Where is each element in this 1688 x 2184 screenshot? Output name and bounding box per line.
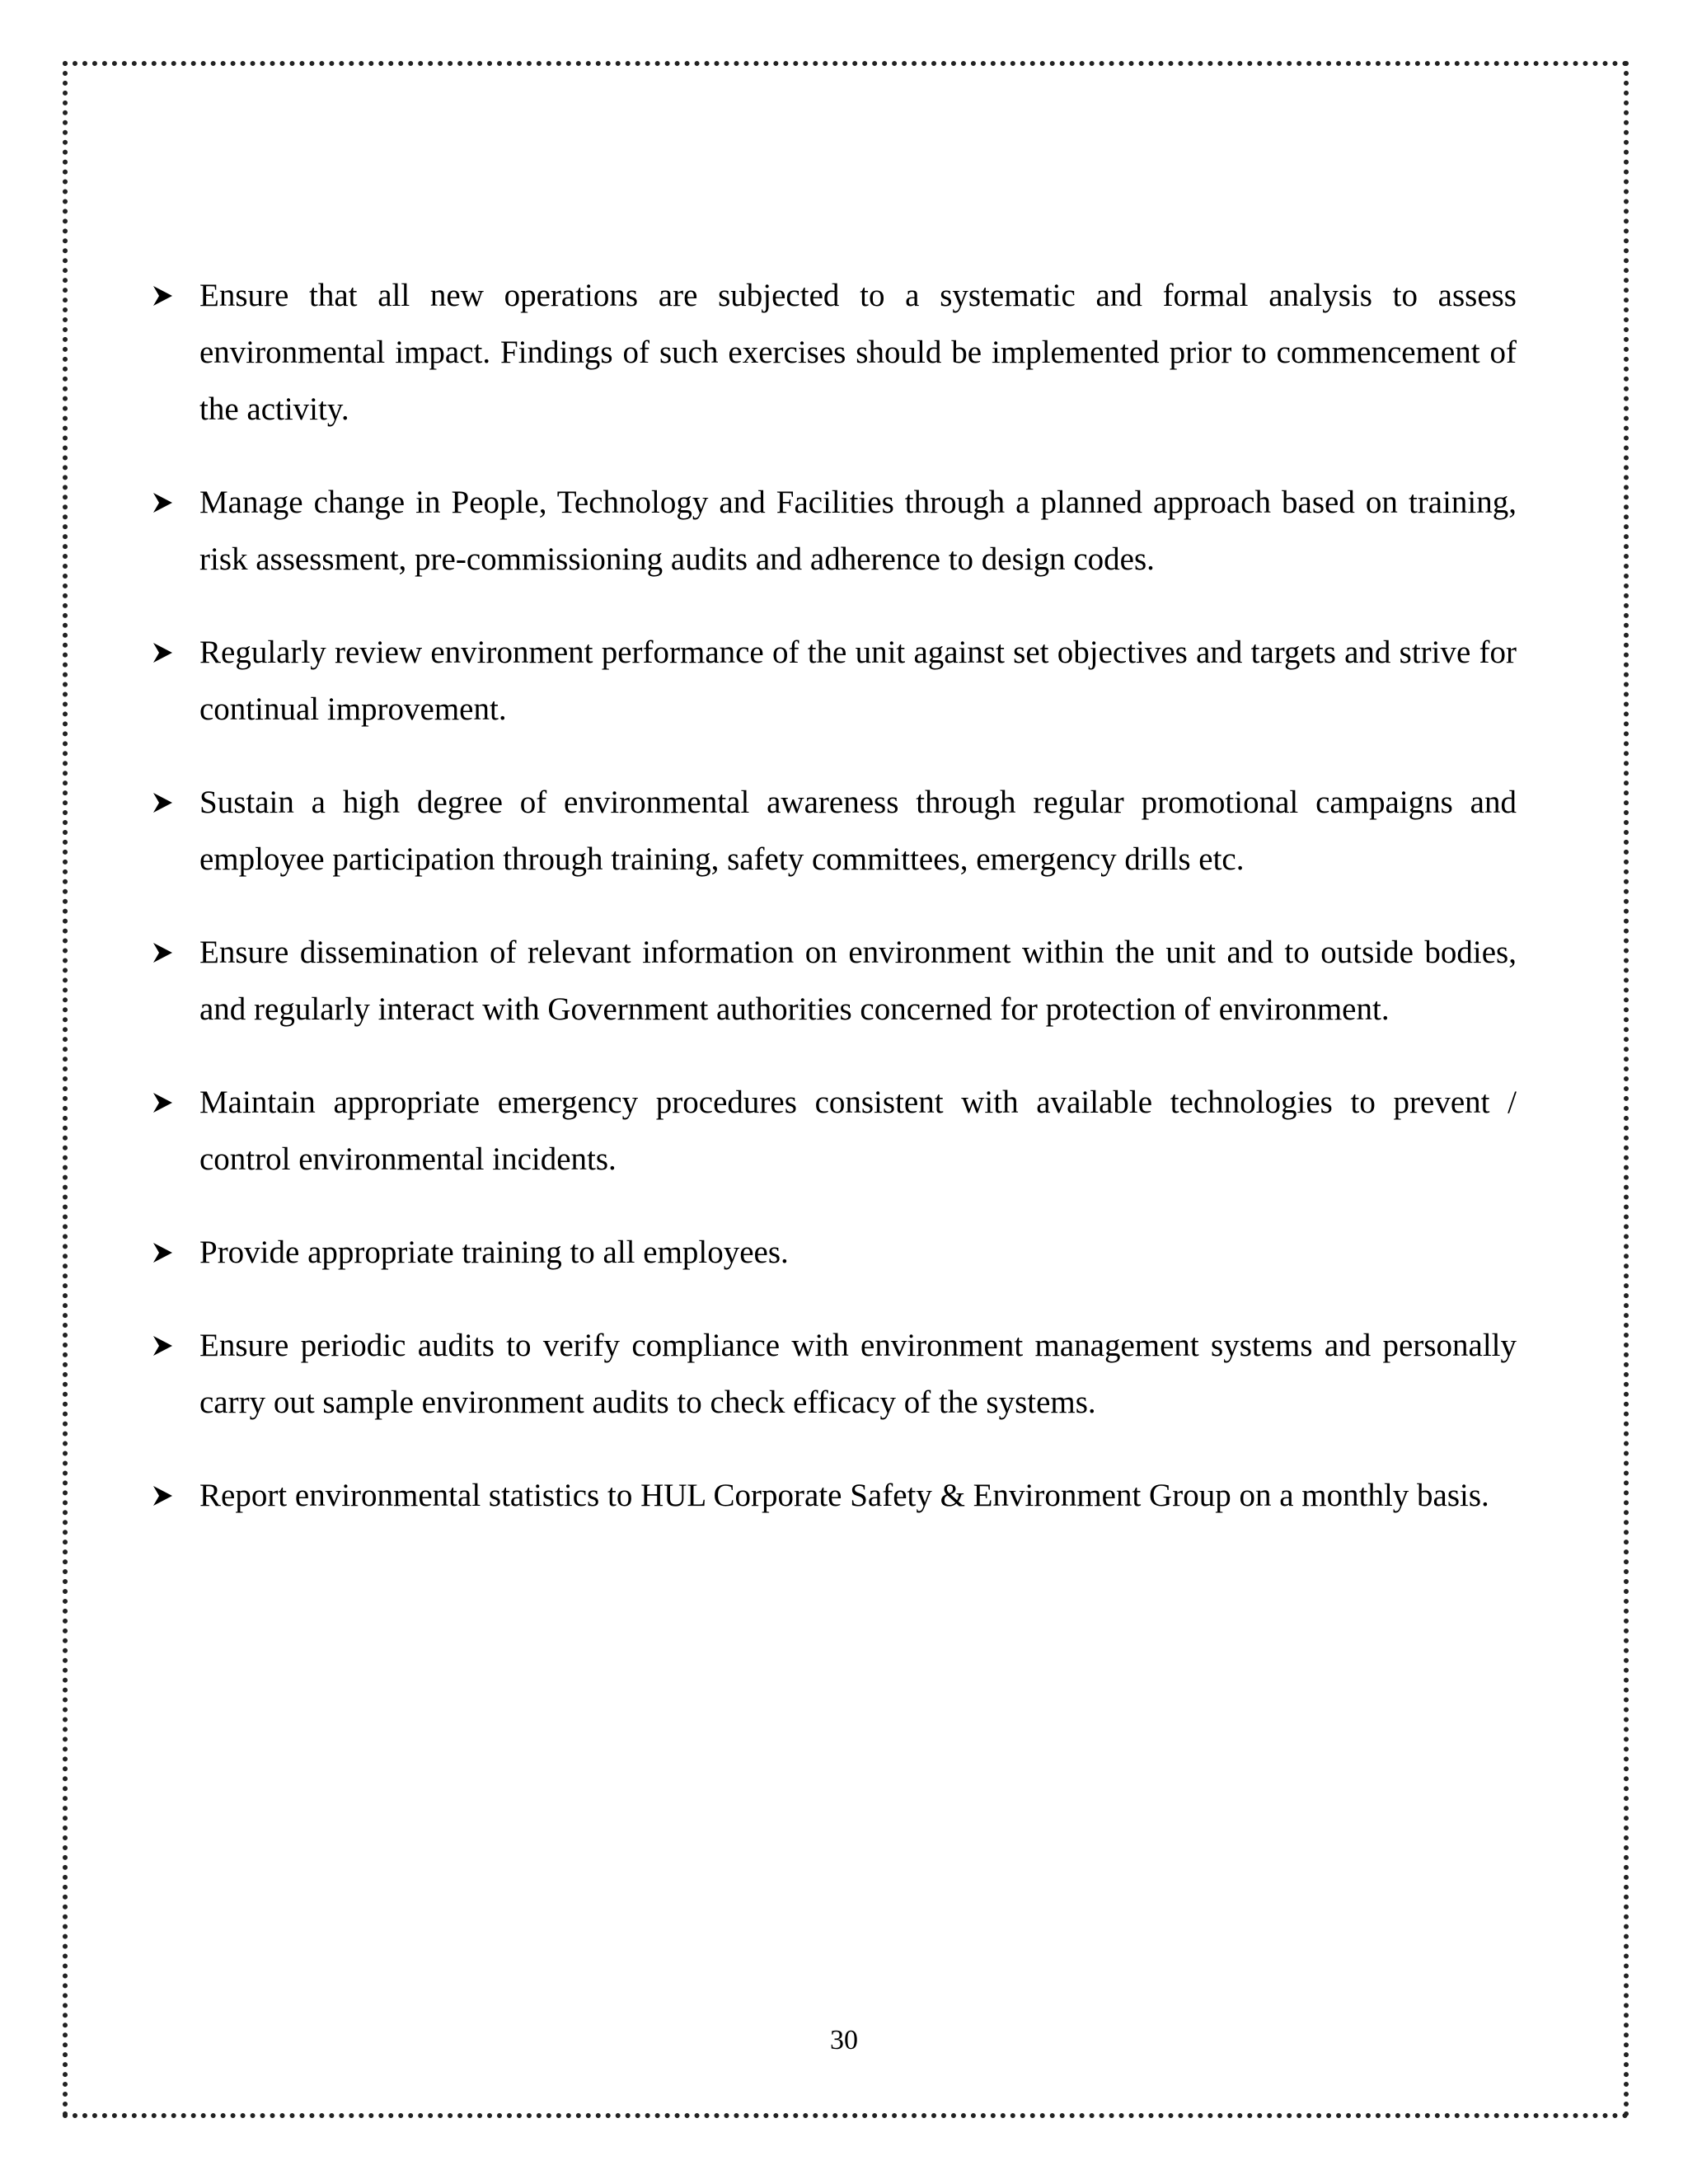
arrowhead-bullet-icon (152, 1074, 176, 1131)
list-item-text: Ensure that all new operations are subjected to a systematic and formal analysis to assess environmental impact. Findings of such exercises should be implemented prior to commencement of the activity. (199, 278, 1517, 427)
page-number: 30 (830, 2025, 858, 2055)
list-item (152, 1467, 1517, 1524)
arrowhead-bullet-icon (152, 1317, 176, 1374)
bullet-list (152, 267, 1517, 1560)
arrowhead-bullet-icon (152, 774, 176, 831)
list-item (152, 924, 1517, 1038)
list-item-text: Ensure periodic audits to verify compliance with environment management systems and personally carry out sample environment audits to check efficacy of the systems. (199, 1328, 1517, 1420)
list-item (152, 1317, 1517, 1431)
arrowhead-bullet-icon (152, 1467, 176, 1524)
arrowhead-bullet-icon (152, 1224, 176, 1281)
arrowhead-bullet-icon (152, 624, 176, 681)
list-item (152, 267, 1517, 438)
arrowhead-bullet-icon (152, 924, 176, 981)
list-item-text: Report environmental statistics to HUL Corporate Safety & Environment Group on a monthly basis. (199, 1478, 1489, 1513)
list-item (152, 1224, 1517, 1281)
arrowhead-bullet-icon (152, 474, 176, 531)
list-item-text: Sustain a high degree of environmental awareness through regular promotional campaigns and employee participation through training, safety committees, emergency drills etc. (199, 785, 1517, 877)
list-item-text: Manage change in People, Technology and Facilities through a planned approach based on training, risk assessment, pre-commissioning audits and adherence to design codes. (199, 485, 1517, 577)
list-item (152, 474, 1517, 588)
list-item (152, 624, 1517, 738)
arrowhead-bullet-icon (152, 267, 176, 324)
list-item (152, 1074, 1517, 1188)
list-item-text: Regularly review environment performance of the unit against set objectives and targets and strive for continual improvement. (199, 635, 1517, 727)
list-item-text: Maintain appropriate emergency procedures consistent with available technologies to prevent / control environmental incidents. (199, 1085, 1517, 1177)
list-item (152, 774, 1517, 888)
list-item-text: Provide appropriate training to all employees. (199, 1235, 789, 1270)
list-item-text: Ensure dissemination of relevant information on environment within the unit and to outside bodies, and regularly interact with Government authorities concerned for protection of environment. (199, 935, 1517, 1027)
